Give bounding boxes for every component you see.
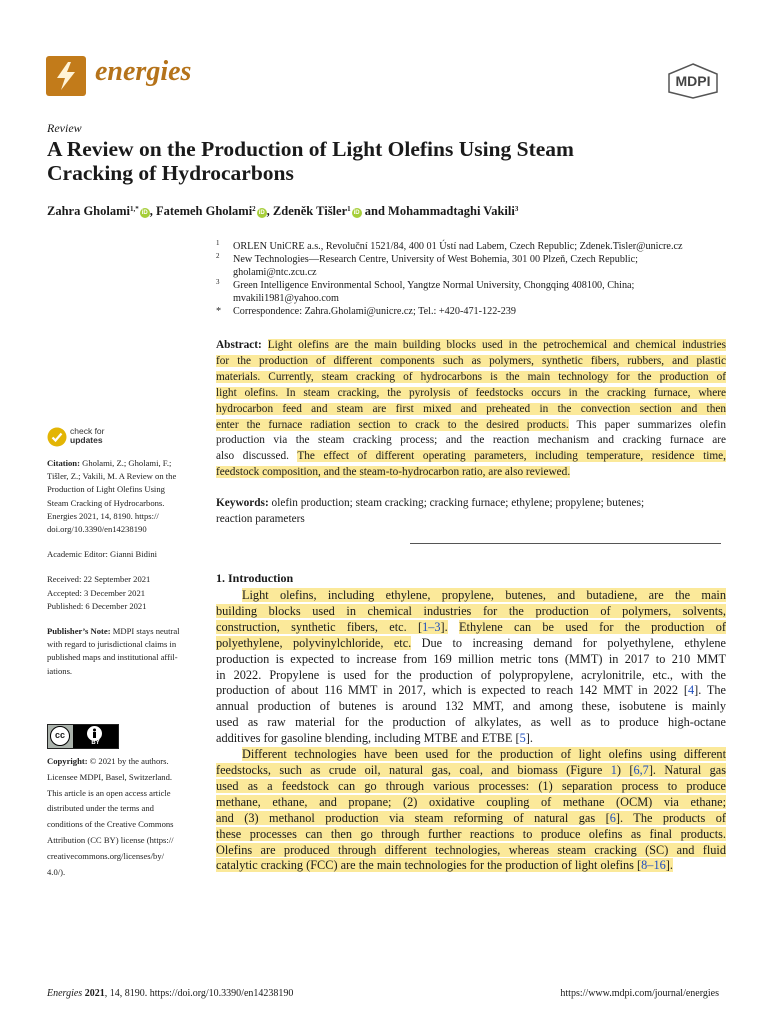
check-updates-icon [47,427,67,447]
publisher-note-line: published maps and institutional affil- [47,652,178,663]
author-name[interactable]: Zdeněk Tišler [272,204,348,218]
orcid-icon[interactable]: iD [258,210,265,216]
text-run: The effect of different operating parameters, including temperature, residence time, [297,450,726,463]
text-run: ]. Natural gas [648,762,726,777]
text-line [216,731,726,747]
text-line [216,827,726,843]
text-line [216,811,726,827]
text-line [216,763,726,779]
text-run: annual production of butenes is around 132 MMT, and among these, isobutene is mainly [216,699,726,714]
text-line [216,449,726,465]
journal-logo-icon [46,56,86,96]
publisher-note-line: with regard to jurisdictional claims in [47,639,177,650]
text-run: in 2022. Propylene is used for the production of polypropylene, acrylonitrile, etc., with the [216,667,726,682]
text-run: ]. The products of [615,810,726,825]
copyright-line: distributed under the terms and [47,803,154,814]
text-run: Light olefins are the main building blocks used in the petrochemical and chemical industries [267,339,727,351]
text-run: ]. [525,731,533,746]
text-line [216,433,726,449]
copyright-line: © 2021 by the authors. [87,756,169,766]
text-run: for the production of different components such as polymers, synthetic fibers, rubbers, and plastic [216,354,726,367]
check-updates-line: check for [70,426,105,436]
author-list: Zahra Gholami$^{1,*}$ iD , Fatemeh Gholami$^2$ iD , Zdeněk Tišler$^1$ iD and Mohammadtaghi Vakili$^3$ [47,204,519,218]
affiliation-line: ORLEN UniCRE a.s., Revoluční 1521/84, 400 01 Ústí nad Labem, Czech Republic; Zdenek.Tisler@unicre.cz [233,241,683,252]
text-line [216,620,726,636]
publisher-note-line: MDPI stays neutral [110,626,180,637]
text-line [216,465,726,481]
text-run: methane, ethane, and propane; (2) oxidative coupling of methane (OCM) via ethane; [216,794,726,809]
keywords-text: reaction parameters [216,512,305,525]
text-run: feedstock composition, and the steam-to-hydrocarbon ratio, are also reviewed. [216,466,571,479]
text-line [216,636,726,652]
cc-by-label: BY [91,740,100,746]
citation-link[interactable]: 1–3 [422,619,441,634]
cc-by-license-badge[interactable] [47,724,119,749]
title-line: A Review on the Production of Light Olefins Using Steam [47,137,574,161]
text-run: production via the steam cracking process; and the reaction mechanism and cracking furnace are [216,434,726,447]
affiliations [216,240,726,318]
text-run: Due to increasing demand for polyethylene, ethylene [411,635,727,650]
text-line [216,402,726,418]
citation-link[interactable]: 8–16 [641,858,666,873]
text-run: building blocks used in chemical industries for the production of polymers, solvents, [216,603,726,618]
citation-line: Gholami, Z.; Gholami, F.; [82,458,172,468]
lightning-icon [46,56,86,96]
text-run: ]. The [694,683,726,698]
affiliation-line: gholami@ntc.zcu.cz [233,267,317,278]
footer-journal-url[interactable]: https://www.mdpi.com/journal/energies [560,988,719,999]
text-run: ]. [665,858,673,873]
text-line [216,683,726,699]
keywords [216,496,726,528]
text-line [216,386,726,402]
text-line [216,604,726,620]
text-run: enter the furnace radiation section to crack to the desired products. [216,418,569,431]
text-line [216,747,726,763]
copyright-line: Attribution (CC BY) license (https:// [47,834,174,845]
mdpi-logo-icon [664,62,722,100]
affiliation-line: New Technologies—Research Centre, University of West Bohemia, 301 00 Plzeň, Czech Republic; [233,254,638,265]
text-line [216,418,726,434]
citation-link[interactable]: 1 [610,762,617,777]
text-run: This paper summarizes olefin [568,418,726,431]
text-run: polyethylene, polyvinylchloride, etc. [216,635,412,650]
text-run: materials. Currently, steam cracking of hydrocarbons is the main technology for the production of [216,370,726,383]
citation-doi-link[interactable]: doi.org/10.3390/en14238190 [47,524,147,535]
citation-line: Steam Cracking of Hydrocarbons. [47,497,165,508]
text-line [216,795,726,811]
text-run: additives for gasoline blending, including MTBE and ETBE [ [216,731,520,746]
author-affil-mark: 1,* [130,205,139,213]
abstract [216,338,726,481]
text-line [216,699,726,715]
citation-line: Production of Light Olefins Using [47,484,165,495]
publisher-name: MDPI [675,73,711,89]
copyright-line: conditions of the Creative Commons [47,819,174,830]
publisher-note-line: iations. [47,665,73,676]
received-date: Received: 22 September 2021 [47,574,151,585]
text-run: ) [ [616,762,634,777]
citation-link[interactable]: 6 [609,810,616,825]
author-name[interactable]: Zahra Gholami [47,204,130,218]
abstract-label: Abstract: [216,339,268,351]
citation-link[interactable]: 5 [519,731,526,746]
text-run: light olefins. In steam cracking, the pyrolysis of feedstocks occurs in the cracking furnace, where [216,386,726,399]
keywords-text: olefin production; steam cracking; cracking furnace; ethylene; propylene; butenes; [271,497,645,509]
journal-name: energies [95,56,192,87]
text-run: ]. [440,619,448,634]
article-title [47,137,737,185]
check-for-updates-badge[interactable] [47,426,127,448]
text-run [448,620,459,634]
publisher-note-label: Publisher’s Note: [47,626,111,637]
text-run: production is expected to increase from 169 million metric tons (MMT) in 2017 to 210 MMT [216,651,726,666]
publisher-note [47,625,199,678]
text-line [216,652,726,668]
citation [47,457,199,536]
text-line [216,338,726,354]
copyright-label: Copyright: [47,756,88,766]
copyright [47,754,199,880]
section-heading: 1. Introduction [216,571,294,585]
author-affil-mark: 1 [347,205,351,213]
attribution-icon [87,726,102,741]
footer-citation [47,988,293,999]
title-line: Cracking of Hydrocarbons [47,161,294,185]
text-run: Light olefins, including ethylene, propylene, butenes, and butadiene, are the main [242,588,726,602]
author-affil-mark: 2 [252,205,256,213]
text-run: also discussed. [216,450,298,463]
text-line [216,858,726,874]
affiliation-line: mvakili1981@yahoo.com [233,293,339,304]
article-type: Review [47,121,82,135]
orcid-icon[interactable]: iD [141,210,148,216]
footer-year: 2021 [84,988,105,999]
sidebar [47,457,199,678]
license-link[interactable]: creativecommons.org/licenses/by/ [47,850,165,861]
section-divider [410,543,721,544]
affiliation-line: Green Intelligence Environmental School, Yangtze Normal University, Chongqing 408100, China; [233,280,635,291]
text-line [216,843,726,859]
text-run: hydrocarbon feed and steam are first mixed and preheated in the convection section and then [216,402,726,415]
affiliation-item: 3 Green Intelligence Environmental School, Yangtze Normal University, Chongqing 408100, China; mvakili1981@yahoo.com [216,279,726,305]
citation-link[interactable]: 6,7 [633,762,649,777]
text-run: used as a feedstock can go through various processes: (1) separation process to produce [216,778,726,793]
affiliation-line: Correspondence: Zahra.Gholami@unicre.cz; Tel.: +420-471-122-239 [233,306,516,317]
academic-editor: Academic Editor: Gianni Bidini [47,549,158,560]
affiliation-item: 1 ORLEN UniCRE a.s., Revoluční 1521/84, 400 01 Ústí nad Labem, Czech Republic; Zdenek.Tisler@unicre.cz [216,240,726,253]
keywords-label: Keywords: [216,497,269,509]
text-run: feedstocks, such as crude oil, natural gas, coal, and biomass (Figure [216,762,611,777]
text-line [216,588,726,604]
text-run: Different technologies have been used for the production of light olefins using different [242,747,726,762]
author-affil-mark: 3 [514,205,519,213]
text-run: catalytic cracking (FCC) are the main technologies for the production of light olefins [ [216,858,642,873]
citation-line: Energies 2021, 14, 8190. https:// [47,510,159,521]
text-run: used as raw material for the production of alkylates, as well as to produce high-octane [216,715,726,730]
footer-journal: Energies [47,988,83,999]
text-line [216,715,726,731]
footer-doi[interactable]: , 14, 8190. https://doi.org/10.3390/en14238190 [104,988,294,999]
cc-icon: cc [50,726,70,746]
text-line [216,370,726,386]
affiliation-item: 2 New Technologies—Research Centre, University of West Bohemia, 301 00 Plzeň, Czech Republic; gholami@ntc.zcu.cz [216,253,726,279]
introduction-body [216,588,726,874]
affiliation-mark: * [216,306,222,317]
text-run: construction, synthetic fibers, etc. [ [216,619,423,634]
citation-link[interactable]: 4 [687,683,695,698]
published-date: Published: 6 December 2021 [47,600,147,611]
text-run: production of about 116 MMT in 2017, which is expected to reach 142 MMT in 2022 [ [216,683,688,698]
text-run: Olefins are produced through different technologies, whereas steam cracking (SC) and fluid [216,842,726,857]
accepted-date: Accepted: 3 December 2021 [47,587,146,598]
affiliation-item [216,305,726,318]
copyright-line: Licensee MDPI, Basel, Switzerland. [47,771,173,782]
copyright-line: This article is an open access article [47,787,171,798]
text-run: and (3) methanol production via steam reforming of natural gas [ [216,810,610,825]
author-name[interactable]: Mohammadtaghi Vakili [388,204,515,218]
copyright-line: 4.0/). [47,866,66,877]
citation-line: Tišler, Z.; Vakili, M. A Review on the [47,471,177,482]
citation-label: Citation: [47,458,80,468]
author-conjunction: and [364,204,385,218]
check-updates-line: updates [70,435,103,445]
author-name[interactable]: Fatemeh Gholami [156,204,253,218]
orcid-icon[interactable]: iD [353,210,360,216]
text-line [216,779,726,795]
text-line [216,354,726,370]
text-run: these processes can then go through further reactions to produce olefins as final products. [216,826,726,841]
text-run: Ethylene can be used for the production of [459,619,726,634]
text-line [216,668,726,684]
